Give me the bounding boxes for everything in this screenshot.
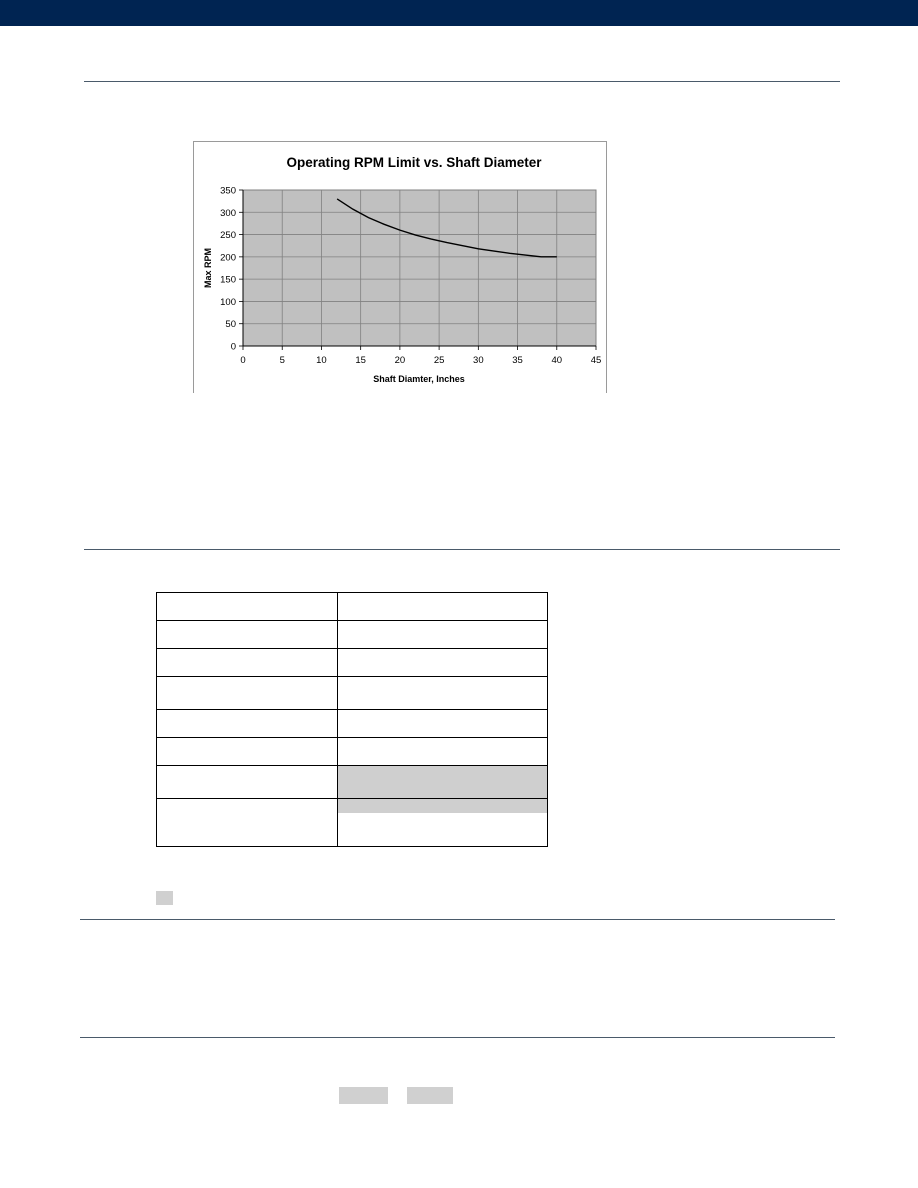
table-cell-label bbox=[157, 649, 338, 677]
table-cell-value bbox=[338, 649, 548, 677]
y-tick-label: 350 bbox=[220, 185, 236, 197]
x-tick-label: 35 bbox=[512, 355, 523, 366]
table-cell-label bbox=[157, 593, 338, 621]
x-tick-label: 30 bbox=[473, 355, 484, 366]
table-row bbox=[157, 738, 548, 766]
table-cell-input-field[interactable] bbox=[338, 799, 548, 847]
x-tick-label: 0 bbox=[240, 355, 246, 366]
y-tick-label: 300 bbox=[220, 207, 236, 219]
table-cell-value bbox=[338, 677, 548, 710]
x-axis-ticks bbox=[240, 346, 601, 366]
table-cell-value bbox=[338, 621, 548, 649]
table-cell-label bbox=[157, 799, 338, 847]
table-row bbox=[157, 649, 548, 677]
y-tick-label: 50 bbox=[225, 319, 236, 331]
x-tick-label: 45 bbox=[590, 355, 602, 366]
table-cell-label bbox=[157, 738, 338, 766]
section-divider bbox=[84, 549, 840, 550]
table-row bbox=[157, 593, 548, 621]
blank-data-table bbox=[156, 592, 548, 847]
x-tick-label: 10 bbox=[316, 355, 327, 366]
table-row bbox=[157, 621, 548, 649]
table-cell-value bbox=[338, 710, 548, 738]
x-tick-label: 20 bbox=[394, 355, 406, 366]
y-tick-label: 250 bbox=[220, 230, 236, 242]
section-divider bbox=[80, 1037, 835, 1038]
table-cell-label bbox=[157, 710, 338, 738]
form-field-right[interactable] bbox=[407, 1087, 453, 1104]
table-row bbox=[157, 710, 548, 738]
small-form-field[interactable] bbox=[156, 891, 173, 905]
table-cell-label bbox=[157, 677, 338, 710]
y-tick-label: 0 bbox=[230, 341, 236, 353]
chart-svg bbox=[194, 142, 606, 393]
x-tick-label: 15 bbox=[355, 355, 366, 366]
table-row bbox=[157, 766, 548, 799]
form-field-left[interactable] bbox=[339, 1087, 388, 1104]
x-tick-label: 40 bbox=[551, 355, 563, 366]
table-cell-value bbox=[338, 593, 548, 621]
y-tick-label: 150 bbox=[220, 274, 236, 286]
table-cell-value bbox=[338, 738, 548, 766]
section-divider bbox=[80, 919, 835, 920]
shaded-field-stripe bbox=[338, 799, 547, 813]
table-cell-label bbox=[157, 766, 338, 799]
y-axis-ticks bbox=[220, 186, 243, 353]
table-cell-input-field[interactable] bbox=[338, 766, 548, 799]
x-tick-label: 5 bbox=[279, 355, 285, 366]
table-row bbox=[157, 677, 548, 710]
header-bar bbox=[0, 0, 918, 26]
plot-area bbox=[243, 190, 596, 346]
x-axis-label: Shaft Diamter, Inches bbox=[373, 374, 465, 384]
y-axis-label: Max RPM bbox=[203, 247, 213, 289]
chart-title: Operating RPM Limit vs. Shaft Diameter bbox=[286, 155, 542, 170]
x-tick-label: 25 bbox=[433, 355, 445, 366]
table-cell-label bbox=[157, 621, 338, 649]
y-tick-label: 200 bbox=[220, 252, 236, 264]
section-divider bbox=[84, 81, 840, 82]
y-tick-label: 100 bbox=[220, 296, 236, 308]
rpm-chart bbox=[193, 141, 607, 393]
table-row bbox=[157, 799, 548, 847]
